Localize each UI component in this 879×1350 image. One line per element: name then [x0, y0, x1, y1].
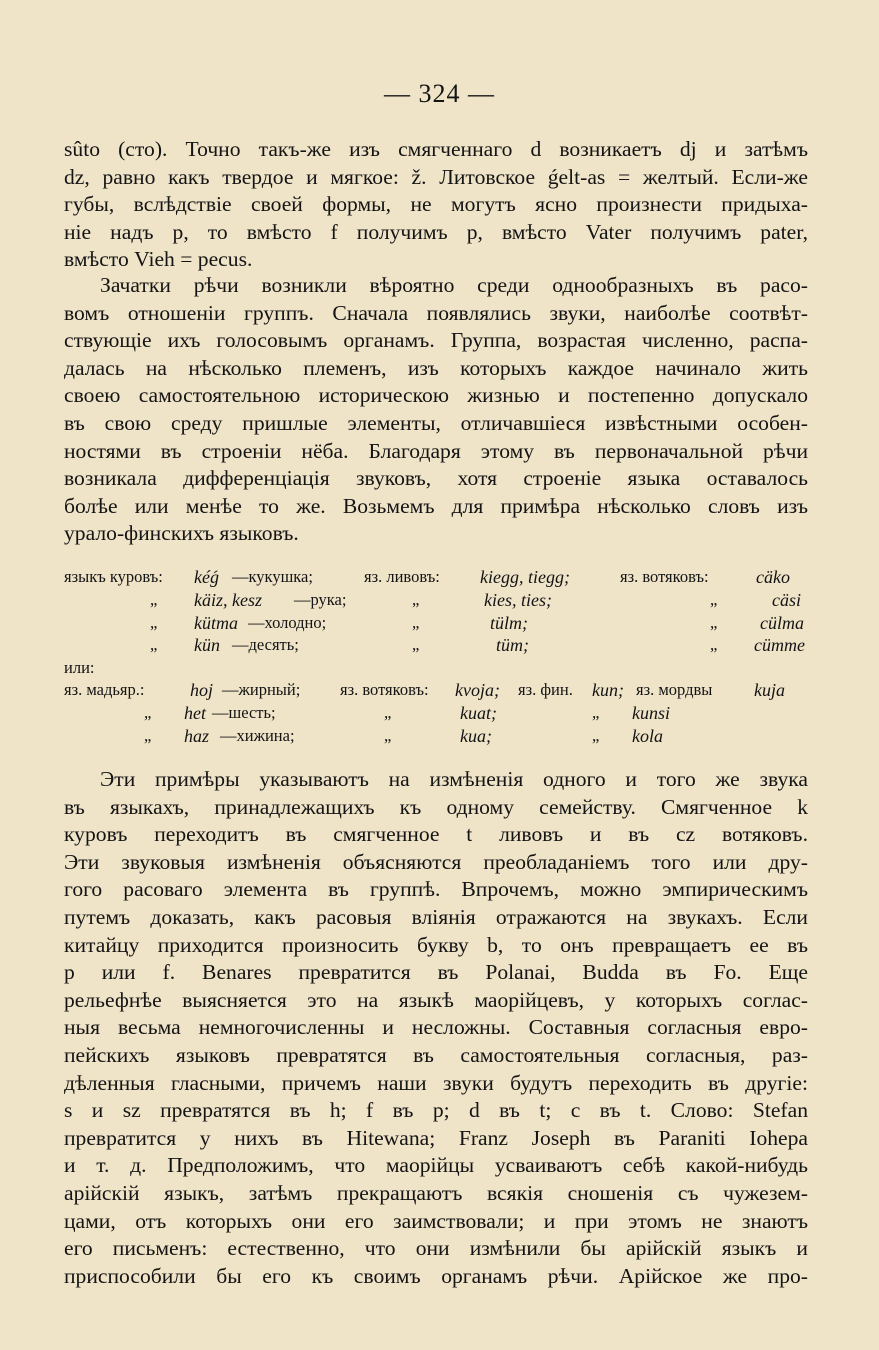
table-cell: „: [710, 589, 718, 609]
table-cell: —хижина;: [220, 725, 295, 745]
table-cell: tülm;: [490, 612, 528, 633]
table-cell: het: [184, 702, 206, 723]
table-cell: „: [412, 612, 420, 632]
text-line: возникала дифференціація звуковъ, хотя строеніе языка оставалось: [64, 466, 808, 491]
table-cell: „: [710, 612, 718, 632]
text-line: Зачатки рѣчи возникли вѣроятно среди однообразныхъ въ расо-: [100, 273, 808, 297]
table-connector-text: или:: [64, 658, 95, 678]
table-cell: —рука;: [294, 589, 347, 609]
table-cell: яз. ливовъ:: [364, 567, 440, 586]
text-line: цами, отъ которыхъ они его заимствовали; и при этомъ не знаютъ: [64, 1208, 808, 1233]
table-connector: [64, 657, 814, 680]
paragraph-2: [64, 272, 808, 548]
text-line: Эти примѣры указываютъ на измѣненія одного и того же звука: [100, 767, 808, 791]
text-line: куровъ переходитъ въ смягченное t ливовъ и въ cz вотяковъ.: [64, 822, 808, 847]
table-row: [64, 679, 814, 702]
table-cell: kua;: [460, 725, 492, 746]
table-row: [64, 702, 814, 725]
text-line: болѣе или менѣе то же. Возьмемъ для примѣра нѣсколько словъ изъ: [64, 493, 808, 518]
table-cell: яз. мордвы: [636, 680, 713, 699]
text-line: въ языкахъ, принадлежащихъ къ одному семейству. Смягченное k: [64, 794, 808, 819]
text-line: пейскихъ языковъ превратятся въ самостоятельныя согласныя, раз-: [64, 1042, 808, 1067]
table-cell: cümme: [754, 635, 805, 656]
text-line: ніе надъ p, то вмѣсто f получимъ p, вмѣсто Vater получимъ pater,: [64, 219, 808, 244]
table-cell: kola: [632, 725, 663, 746]
table-cell: —кукушка;: [232, 567, 313, 586]
table-row: [64, 589, 814, 612]
text-line: вмѣсто Vieh = pecus.: [64, 247, 253, 272]
table-cell: яз. мадьяр.:: [64, 680, 145, 699]
table-row: [64, 566, 814, 589]
table-cell: „: [710, 635, 718, 655]
table-cell: „: [150, 635, 158, 655]
text-line: китайцу приходится произносить букву b, то онъ превращаетъ ее въ: [64, 932, 808, 957]
text-line: приспособили бы его къ своимъ органамъ рѣчи. Арійское же про-: [64, 1263, 808, 1288]
table-cell: —шесть;: [212, 702, 276, 722]
text-line: своею самостоятельною историческою жизнью и постепенно допускало: [64, 383, 808, 408]
text-line: губы, вслѣдствіе своей формы, не могутъ ясно произнести придыха-: [64, 192, 808, 217]
text-line: дѣленныя гласными, причемъ наши звуки будутъ переходить въ другіе:: [64, 1070, 808, 1095]
text-line: гого расоваго элемента въ группѣ. Впрочемъ, можно эмпирическимъ: [64, 877, 808, 902]
table-cell: яз. вотяковъ:: [340, 680, 429, 699]
table-cell: kéǵ: [194, 567, 219, 587]
text-line: вомъ отношеніи группъ. Сначала появлялись звуки, наиболѣе соотвѣт-: [64, 300, 808, 325]
table-row: [64, 725, 814, 748]
text-line: рельефнѣе выясняется это на языкѣ маорійцевъ, у которыхъ соглас-: [64, 987, 808, 1012]
table-cell: „: [384, 725, 392, 745]
page-number: — 324 —: [384, 79, 495, 108]
table-cell: языкъ куровъ:: [64, 567, 163, 586]
text-line: s и sz превратятся въ h; f въ p; d въ t; c въ t. Слово: Stefan: [64, 1098, 808, 1123]
paragraph-1: [64, 136, 808, 274]
table-cell: cäsi: [772, 589, 801, 610]
table-cell: „: [412, 635, 420, 655]
table-cell: „: [150, 612, 158, 632]
table-cell: kuja: [754, 680, 785, 700]
table-cell: kütma: [194, 612, 238, 633]
text-line: превратится у нихъ въ Hitewana; Franz Joseph въ Paraniti Iohepa: [64, 1125, 808, 1150]
text-line: въ свою среду пришлые элементы, отличавшіеся извѣстными особен-: [64, 410, 808, 435]
table-cell: cäko: [756, 567, 790, 587]
text-line: ныя весьма немногочисленны и несложны. Составныя согласныя евро-: [64, 1015, 808, 1040]
table-cell: яз. фин.: [518, 680, 573, 699]
table-cell: käiz, kesz: [194, 589, 262, 610]
paragraph-3: [64, 766, 808, 1290]
table-cell: haz: [184, 725, 210, 746]
table-cell: —жирный;: [222, 680, 301, 699]
table-cell: „: [412, 589, 420, 609]
text-line: его письменъ: естественно, что они измѣнили бы арійскій языкъ и: [64, 1236, 808, 1261]
table-cell: kies, ties;: [484, 589, 552, 610]
table-row: [64, 634, 814, 657]
text-line: p или f. Benares превратится въ Polanai, Budda въ Fo. Еще: [64, 960, 808, 985]
text-line: и т. д. Предположимъ, что маорійцы усваиваютъ себѣ какой-нибудь: [64, 1153, 808, 1178]
table-cell: kvoja;: [455, 680, 500, 700]
text-line: sûto (сто). Точно такъ-же изъ смягченнаго d возникаетъ dj и затѣмъ: [64, 137, 808, 161]
table-cell: hoj: [190, 680, 214, 700]
word-table-1: [64, 566, 814, 680]
table-row: [64, 612, 814, 635]
text-line: урало-финскихъ языковъ.: [64, 521, 299, 546]
table-cell: tüm;: [496, 635, 529, 656]
table-cell: „: [150, 589, 158, 609]
table-cell: „: [384, 702, 392, 722]
text-line: ствующіе ихъ голосовымъ органамъ. Группа, возрастая численно, распа-: [64, 328, 808, 353]
table-cell: kuat;: [460, 702, 497, 723]
text-line: Эти звуковыя измѣненія объясняются преобладаніемъ того или дру-: [64, 849, 808, 874]
text-line: далась на нѣсколько племенъ, изъ которыхъ каждое начинало жить: [64, 355, 808, 380]
table-cell: —холодно;: [248, 612, 327, 632]
table-cell: „: [592, 725, 600, 745]
table-cell: kun;: [592, 680, 624, 700]
text-line: арійскій языкъ, затѣмъ прекращаютъ всякія сношенія съ чужезем-: [64, 1180, 808, 1205]
table-cell: cülma: [760, 612, 804, 633]
table-cell: kiegg, tiegg;: [480, 567, 570, 587]
table-cell: kün: [194, 635, 220, 656]
table-cell: „: [592, 702, 600, 722]
table-cell: „: [144, 702, 152, 722]
text-line: dz, равно какъ твердое и мягкое: ž. Литовское ǵelt-as = желтый. Если-же: [64, 164, 808, 189]
table-cell: яз. вотяковъ:: [620, 567, 709, 586]
table-cell: —десять;: [232, 635, 299, 655]
text-line: путемъ доказать, какъ расовыя вліянія отражаются на звукахъ. Если: [64, 904, 808, 929]
table-cell: kunsi: [632, 702, 670, 723]
word-table-2: [64, 679, 814, 747]
table-cell: „: [144, 725, 152, 745]
text-line: ностями въ строеніи нёба. Благодаря этому въ первоначальной рѣчи: [64, 438, 808, 463]
